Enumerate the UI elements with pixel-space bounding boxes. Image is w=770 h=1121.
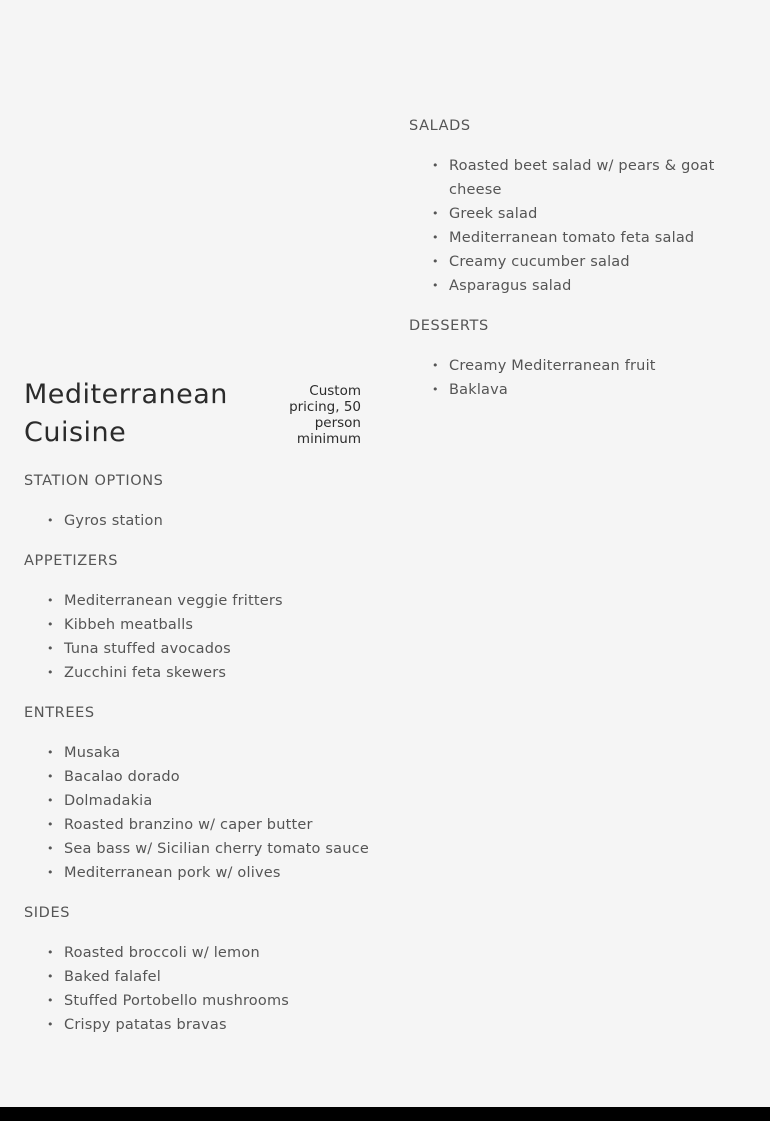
list-item: • Baklava: [409, 378, 724, 402]
item-list: [409, 354, 724, 402]
list-item: • Mediterranean pork w/ olives: [24, 861, 374, 885]
pricing-note: Custom pricing, 50 person minimum: [289, 383, 361, 447]
list-item: • Bacalao dorado: [24, 765, 374, 789]
list-item: • Creamy Mediterranean fruit: [409, 354, 724, 378]
section-heading: STATION OPTIONS: [24, 473, 164, 489]
station-options-section: [24, 469, 374, 533]
item-list: [24, 509, 374, 533]
list-item: • Creamy cucumber salad: [409, 250, 724, 274]
list-item: • Roasted beet salad w/ pears & goat cheese: [409, 154, 724, 202]
list-item: • Dolmadakia: [24, 789, 374, 813]
section-heading: ENTREES: [24, 705, 95, 721]
list-item: • Sea bass w/ Sicilian cherry tomato sauce: [24, 837, 374, 861]
list-item: • Asparagus salad: [409, 274, 724, 298]
entrees-section: [24, 701, 374, 885]
sides-section: [24, 901, 374, 1037]
salads-section: [409, 114, 724, 298]
item-list: [409, 154, 724, 298]
list-item: • Roasted broccoli w/ lemon: [24, 941, 374, 965]
list-item: • Gyros station: [24, 509, 374, 533]
list-item: • Greek salad: [409, 202, 724, 226]
list-item: • Baked falafel: [24, 965, 374, 989]
list-item: • Roasted branzino w/ caper butter: [24, 813, 374, 837]
list-item: • Tuna stuffed avocados: [24, 637, 374, 661]
item-list: [24, 941, 374, 1037]
list-item: • Zucchini feta skewers: [24, 661, 374, 685]
section-heading: DESSERTS: [409, 318, 489, 334]
section-heading: APPETIZERS: [24, 553, 119, 569]
section-heading: SALADS: [409, 118, 471, 134]
desserts-section: [409, 314, 724, 402]
list-item: • Mediterranean tomato feta salad: [409, 226, 724, 250]
footer-bar: [0, 1107, 770, 1121]
list-item: • Crispy patatas bravas: [24, 1013, 374, 1037]
appetizers-section: [24, 549, 374, 685]
menu-title: Mediterranean Cuisine: [24, 379, 228, 448]
list-item: • Musaka: [24, 741, 374, 765]
list-item: • Mediterranean veggie fritters: [24, 589, 374, 613]
item-list: [24, 589, 374, 685]
list-item: • Kibbeh meatballs: [24, 613, 374, 637]
section-heading: SIDES: [24, 905, 71, 921]
item-list: [24, 741, 374, 885]
list-item: • Stuffed Portobello mushrooms: [24, 989, 374, 1013]
